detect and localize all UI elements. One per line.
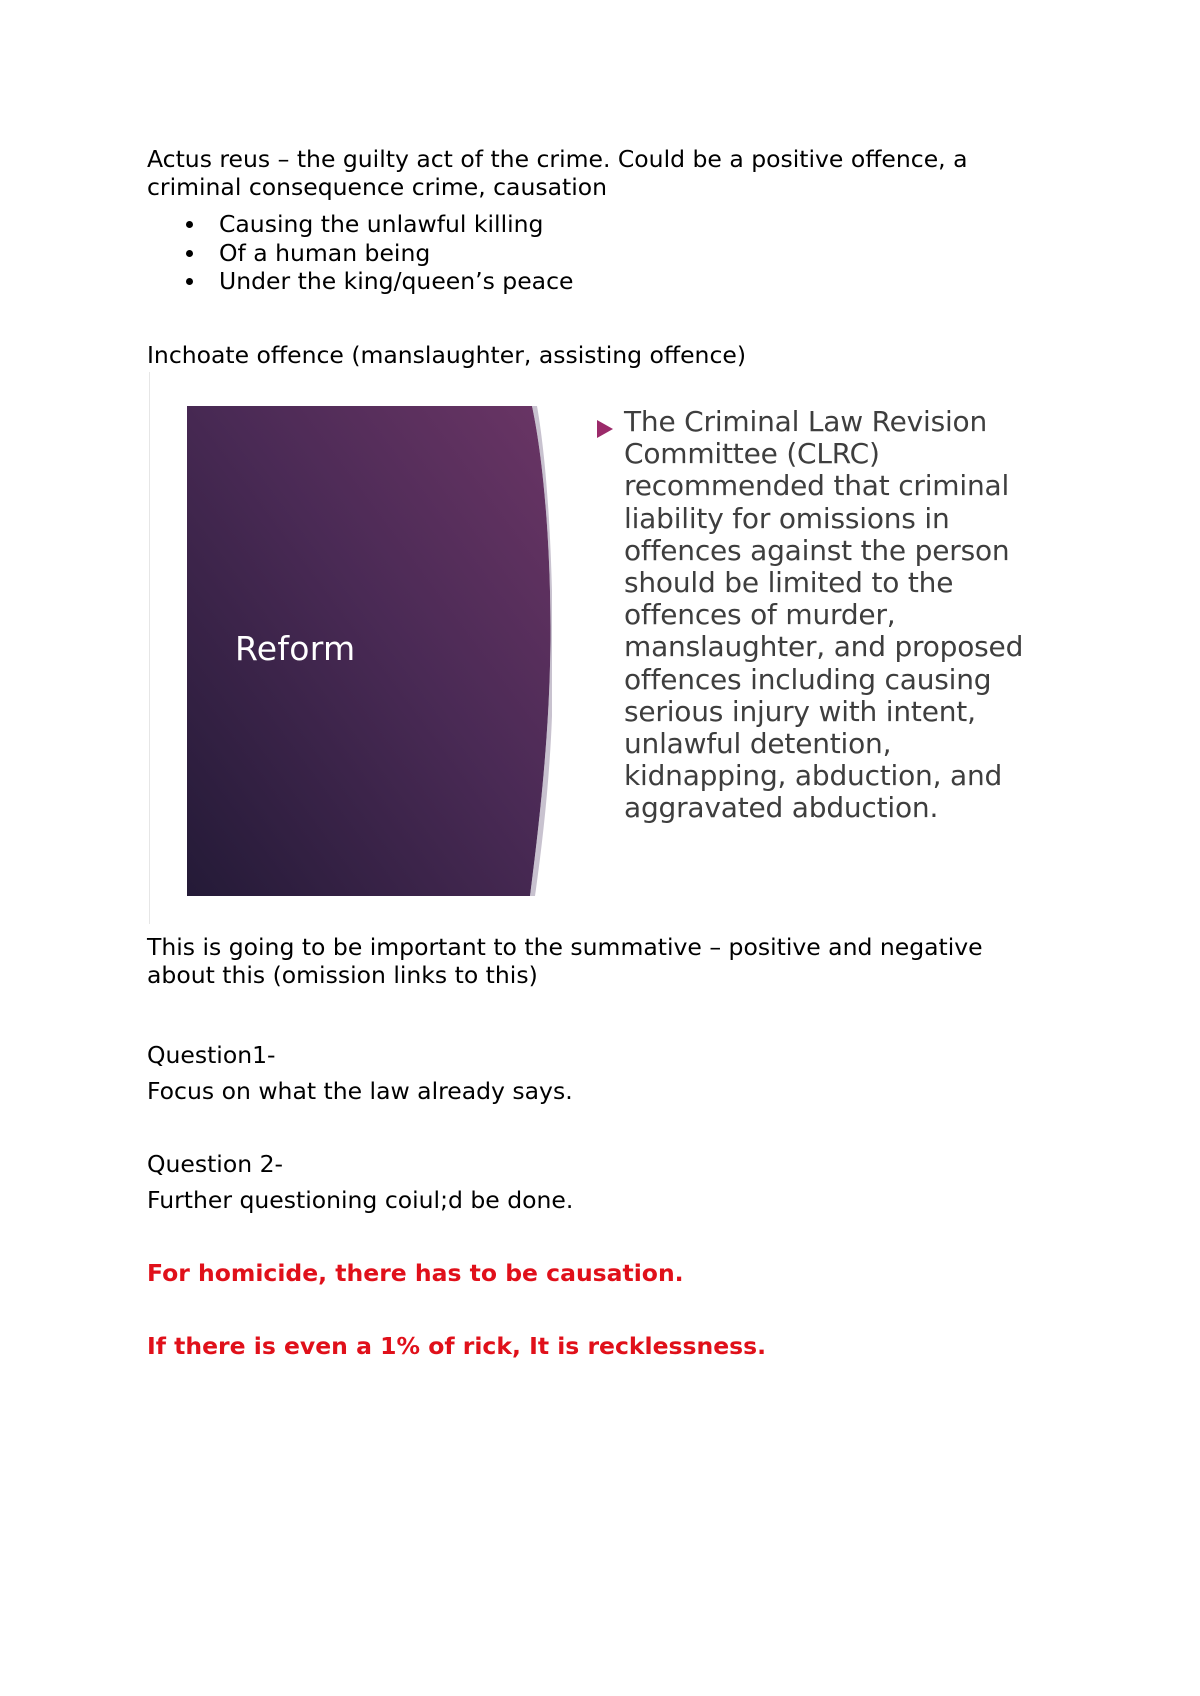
question1-heading: Question1- [147, 1041, 276, 1069]
actus-reus-paragraph [147, 145, 1047, 201]
slide-body-text: The Criminal Law Revision Committee (CLRC) recommended that criminal liability for omissions in offences against the person should be limited to the offences of murder, manslaughter, and proposed offences including causing serious injury with intent, unlawful detention, kidnapping, abduction, and aggravated abduction. [624, 405, 1024, 825]
reform-slide-image [149, 372, 1050, 924]
summative-line-2: about this (omission links to this) [147, 961, 538, 989]
causation-note: For homicide, there has to be causation. [147, 1259, 684, 1287]
inchoate-offence-line: Inchoate offence (manslaughter, assisting offence) [147, 341, 746, 369]
question2-text: Further questioning coiul;d be done. [147, 1186, 574, 1214]
actus-reus-line-1: Actus reus – the guilty act of the crime. Could be a positive offence, a [147, 145, 968, 173]
bullet-icon [186, 278, 193, 285]
slide-title: Reform [235, 629, 356, 668]
bullet-icon [186, 250, 193, 257]
actus-reus-line-2: criminal consequence crime, causation [147, 173, 608, 201]
question1-text: Focus on what the law already says. [147, 1077, 573, 1105]
summative-paragraph [147, 933, 1047, 989]
triangle-bullet-icon [597, 420, 613, 438]
list-item-text: Of a human being [219, 238, 431, 267]
list-item [147, 239, 573, 268]
bullet-icon [186, 221, 193, 228]
list-item [147, 210, 573, 239]
recklessness-note: If there is even a 1% of rick, It is recklessness. [147, 1332, 767, 1360]
list-item [147, 267, 573, 296]
list-item-text: Causing the unlawful killing [219, 210, 544, 238]
actus-reus-bullet-list [147, 210, 573, 296]
summative-line-1: This is going to be important to the summative – positive and negative [147, 933, 983, 961]
question2-heading: Question 2- [147, 1150, 284, 1178]
list-item-text: Under the king/queen’s peace [219, 267, 574, 295]
